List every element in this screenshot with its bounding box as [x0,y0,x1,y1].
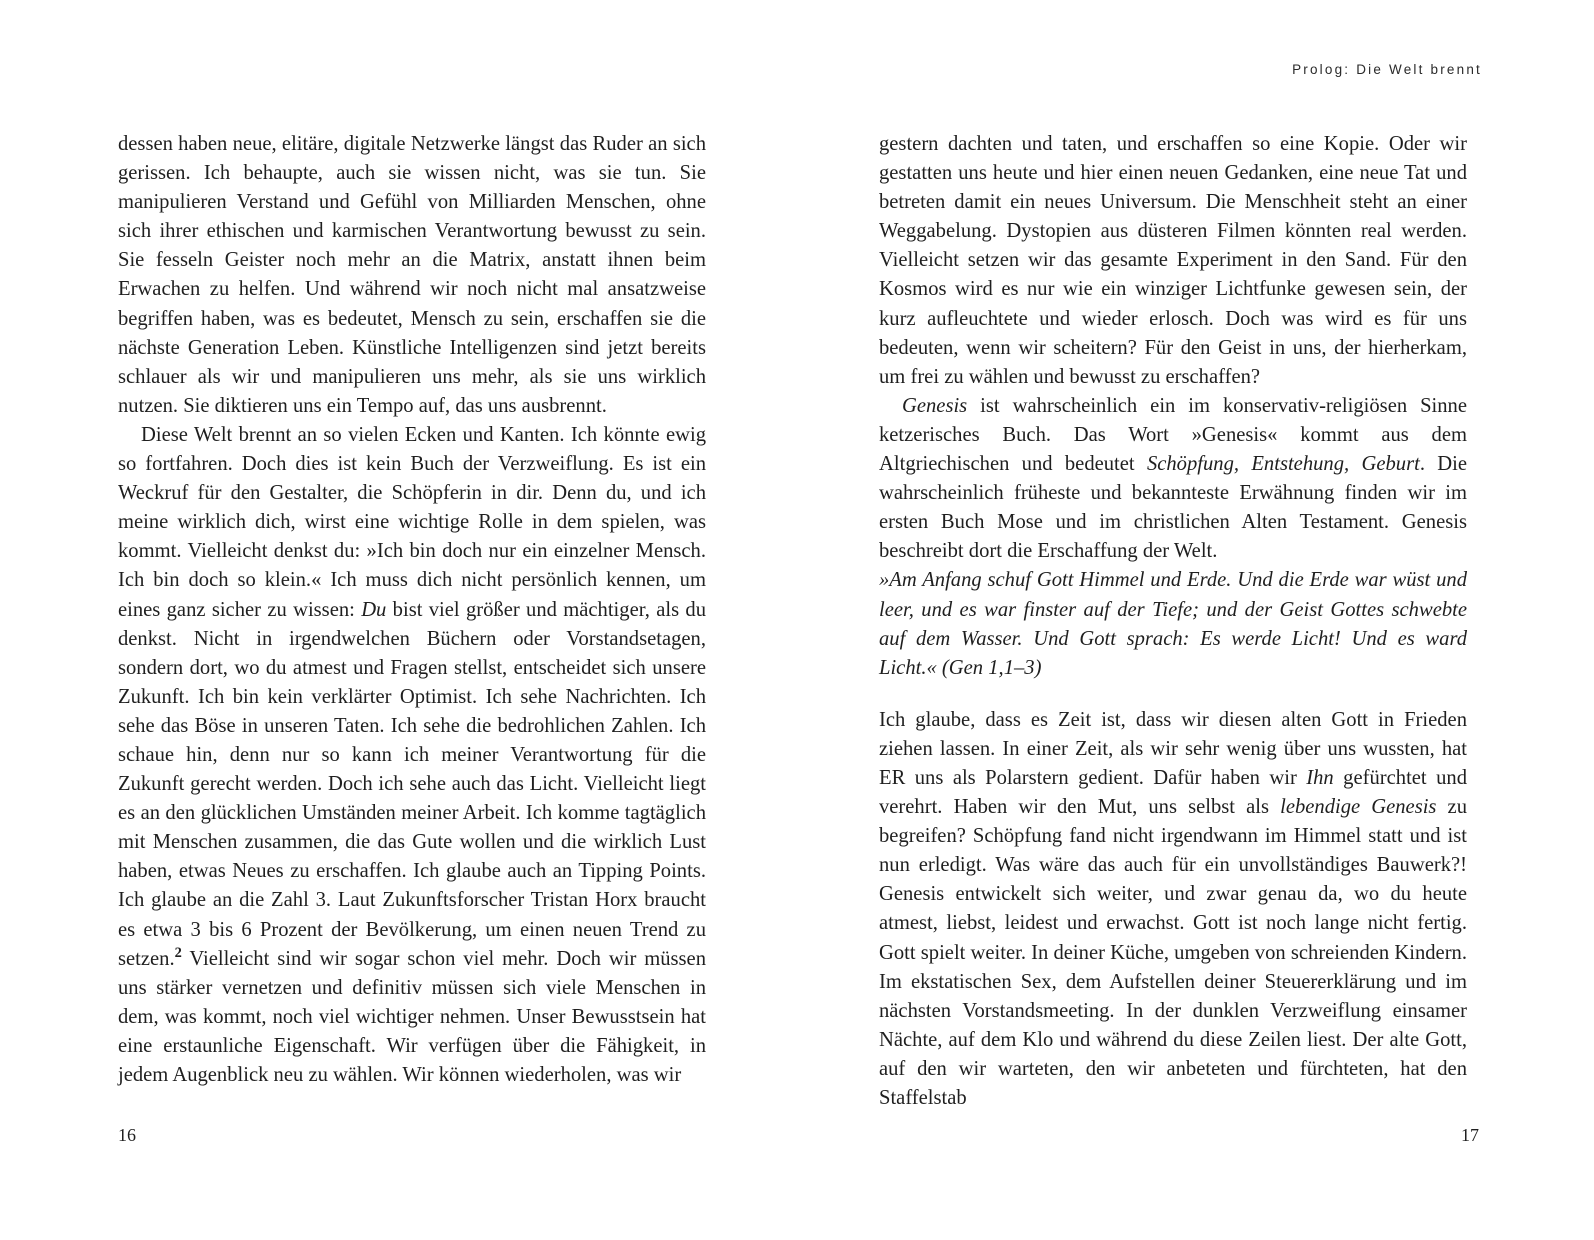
emphasis: Schöpfung, Entstehung, Geburt [1146,453,1420,476]
text-run: Diese Welt brennt an so vielen Ecken und Kanten. Ich könnte ewig so fortfahren. Doch dies ist kein Buch der Verzweiflung. Es ist ein Weckruf für den Gestalter, die Schöpferin in dir. Denn du, und ich meine wirklich dich, wirst eine wichtige Rolle in dem spielen, was kommt. Vielleicht denkst du: »Ich bin doch nur ein einzelner Mensch. Ich bin doch so klein.« Ich muss dich nicht persönlich kennen, um eines ganz sicher zu wissen: [118,423,706,621]
text-run: ist wahrscheinlich ein im konservativ-religiösen Sinne ketzerisches Buch. Das Wort »Genesis« kommt aus dem Altgriechischen und bedeutet [879,394,1467,476]
paragraph: dessen haben neue, elitäre, digitale Netzwerke längst das Ruder an sich gerissen. Ich behaupte, auch sie wissen nicht, was sie tun. Sie manipulieren Verstand und Gefühl von Milliarden Menschen, ohne sich ihrer ethischen und karmischen Verantwortung bewusst zu sein. Sie fesseln Geister noch mehr an die Matrix, anstatt ihnen beim Erwachen zu helfen. Und während wir noch nicht mal ansatzweise begriffen haben, was es bedeutet, Mensch zu sein, erschaffen sie die nächste Generation Leben. Künstliche Intelligenzen sind jetzt bereits schlauer als wir und manipulieren uns mehr, als sie uns wirklich nutzen. Sie diktieren uns ein Tempo auf, das uns ausbrennt. [118,133,706,417]
running-head: Prolog: Die Welt brennt [1292,62,1482,77]
text-run: . Die wahrscheinlich früheste und bekannteste Erwähnung finden wir im ersten Buch Mose und im christlichen Alten Testament. Genesis beschreibt dort die Erschaffung der Welt. [879,453,1467,563]
text-run: Vielleicht sind wir sogar schon viel mehr. Doch wir müssen uns stärker vernetzen und definitiv müssen sich viele Menschen in dem, was kommt, noch viel wichtiger nehmen. Unser Bewusstsein hat eine erstaunliche Eigenschaft. Wir verfügen über die Fähigkeit, in jedem Augenblick neu zu wählen. Wir können wiederholen, was wir [118,947,706,1086]
emphasis: Ihn [1306,766,1334,789]
paragraph [118,421,706,1090]
text-run: zu begreifen? Schöpfung fand nicht irgendwann im Himmel statt und ist nun erledigt. Was wäre das auch für ein unvollständiges Bauwerk?! Genesis entwickelt sich weiter, und zwar genau da, wo du heute atmest, liebst, leidest und erwachst. Gott ist noch lange nicht fertig. Gott spielt weiter. In deiner Küche, umgeben von schreienden Kindern. Im ekstatischen Sex, dem Aufstellen deiner Steuererklärung und im nächsten Vorstandsmeeting. In der dunklen Verzweiflung einsamer Nächte, auf dem Klo und während du diese Zeilen liest. Der alte Gott, auf den wir warteten, den wir anbeteten und fürchteten, hat den Staffelstab [879,796,1467,1109]
text-run: gefürchtet und verehrt. Haben wir den Mut, uns selbst als [879,766,1467,819]
text-run: Ich glaube, dass es Zeit ist, dass wir diesen alten Gott in Frieden ziehen lassen. In einer Zeit, als wir sehr wenig über uns wussten, hat ER uns als Polarstern gedient. Dafür haben wir [879,708,1467,789]
right-page-body [879,130,1467,1113]
left-page-body [118,130,706,1090]
emphasis: Genesis [902,394,968,417]
paragraph: gestern dachten und taten, und erschaffen so eine Kopie. Oder wir gestatten uns heute und hier einen neuen Gedanken, eine neue Tat und betreten damit ein neues Universum. Die Menschheit steht an einer Weggabelung. Dystopien aus düsteren Filmen könnten real werden. Vielleicht setzen wir das gesamte Experiment in den Sand. Für den Kosmos wird es nur wie ein winziger Lichtfunke gewesen sein, der kurz aufleuchtete und wieder erlosch. Doch was wird es für uns bedeuten, wenn wir scheitern? Für den Geist in uns, der hierherkam, um frei zu wählen und bewusst zu erschaffen? [879,133,1467,388]
right-page [797,0,1594,1240]
emphasis: lebendige Genesis [1280,796,1437,819]
emphasis: Du [361,598,387,621]
page-number: 16 [118,1125,136,1145]
text-run: bist viel größer und mächtiger, als du denkst. Nicht in irgendwelchen Büchern oder Vorstandsetagen, sondern dort, wo du atmest und Fragen stellst, entscheidet sich unsere Zukunft. Ich bin kein verklärter Optimist. Ich sehe Nachrichten. Ich sehe das Böse in unseren Taten. Ich sehe die bedrohlichen Zahlen. Ich schaue hin, denn nur so kann ich meiner Verantwortung für die Zukunft gerecht werden. Doch ich sehe auch das Licht. Vielleicht liegt es an den glücklichen Umständen meiner Arbeit. Ich komme tagtäglich mit Menschen zusammen, die das Gute wollen und die wirklich Lust haben, etwas Neues zu erschaffen. Ich glaube auch an Tipping Points. Ich glaube an die Zahl 3. Laut Zukunftsforscher Tristan Horx braucht es etwa 3 bis 6 Prozent der Bevölkerung, um einen neuen Trend zu setzen. [118,598,706,970]
page-number: 17 [1461,1125,1479,1145]
footnote-marker[interactable]: 2 [174,944,182,961]
paragraph [879,392,1467,567]
bible-quote: »Am Anfang schuf Gott Himmel und Erde. Und die Erde war wüst und leer, und es war finster auf der Tiefe; und der Geist Gottes schwebte auf dem Wasser. Und Gott sprach: Es werde Licht! Und es ward Licht.« (Gen 1,1–3) [879,569,1467,679]
paragraph [879,706,1467,1113]
